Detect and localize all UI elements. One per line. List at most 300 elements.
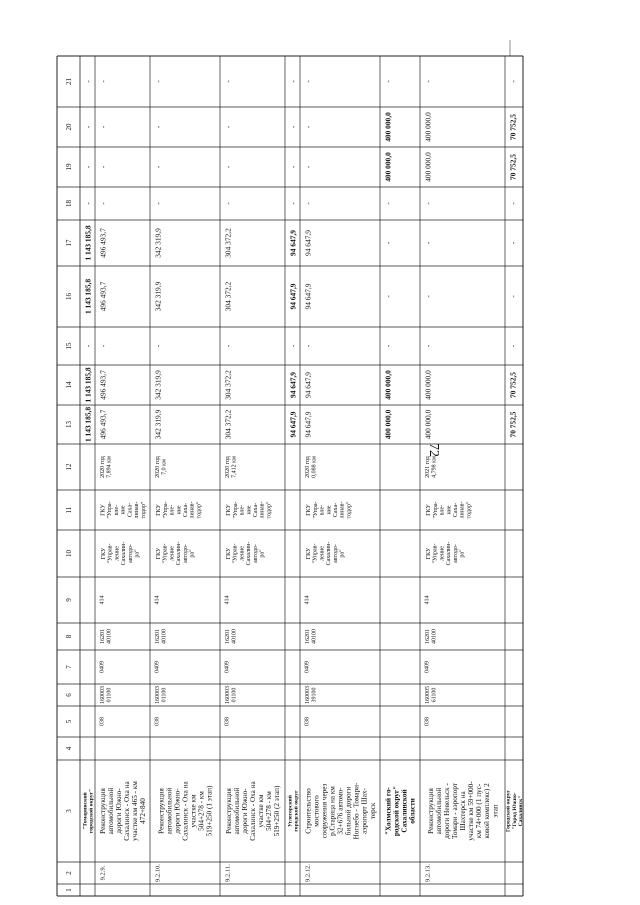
- row-code-col6-line: 160003: [154, 686, 161, 704]
- row-code-col9-line: 414: [224, 595, 231, 605]
- value-col17: [84, 225, 93, 260]
- column-number-19-line: 19: [64, 163, 73, 171]
- value-dash-col20-line: -: [224, 125, 233, 129]
- row-code-col12: [305, 456, 318, 478]
- value-dash-col18: [304, 202, 312, 205]
- value-col13: [384, 409, 393, 439]
- column-number-6: [65, 693, 73, 697]
- row-code-col11-line: ние: [446, 505, 453, 515]
- column-number-6-line: 6: [64, 693, 73, 697]
- row-number: [99, 865, 106, 880]
- column-number-14: [65, 381, 73, 389]
- value-col16: [304, 283, 313, 309]
- row-code-col11-line: ние: [246, 505, 253, 515]
- row-code-col6-line: 39100: [311, 687, 318, 703]
- value-dash-col15: [424, 344, 432, 347]
- value-dash-col15-line: -: [509, 344, 518, 348]
- row-name-line: дороги Южно-: [240, 788, 249, 834]
- value-col13-line: 400 000,0: [383, 409, 393, 440]
- value-dash-col19-line: -: [289, 165, 298, 169]
- value-col17: [289, 230, 298, 256]
- column-number-20: [65, 123, 73, 131]
- value-dash-col20-line: -: [304, 125, 313, 129]
- value-col17: [224, 228, 233, 258]
- row-code-col6-line: 160005: [424, 686, 431, 704]
- value-col20: [509, 114, 518, 140]
- row-code-col10-line: ра": [259, 549, 266, 558]
- column-number-13: [65, 421, 73, 429]
- row-name-line: автомобильной: [106, 787, 115, 835]
- column-number-3: [65, 809, 73, 813]
- row-code-col11-line: "Упра-: [162, 501, 169, 519]
- value-col19-line: 400 000,0: [423, 152, 433, 182]
- column-number-9-line: 9: [64, 598, 73, 602]
- column-number-9: [65, 598, 73, 602]
- row-name-line: городской округ": [88, 788, 95, 834]
- column-number-20-line: 20: [64, 123, 73, 131]
- row-code-col9: [425, 596, 431, 605]
- row-code-col8-line: 16201: [424, 629, 431, 644]
- row-number-line: 9.2.9.: [99, 865, 107, 881]
- row-code-col5: [155, 717, 161, 726]
- row-code-col11-line: тодор": [196, 501, 203, 519]
- row-name-line: области: [408, 798, 417, 824]
- row-code-col11-line: тодор": [140, 501, 147, 519]
- row-code-col11-line: ГКУ: [100, 504, 107, 516]
- column-number-10-line: 10: [64, 550, 73, 557]
- value-col13: [509, 411, 518, 437]
- row-name: [384, 786, 416, 836]
- value-dash-col18-line: -: [424, 202, 433, 205]
- value-dash-col21: [224, 80, 232, 83]
- row-name-line: терск: [368, 802, 377, 820]
- row-name-line: Сахалинск - Оха на: [181, 781, 190, 841]
- column-number-18: [65, 200, 73, 208]
- row-name-line: "Город Южно-: [511, 792, 518, 830]
- value-dash-col18: [154, 202, 162, 205]
- row-code-col10: [306, 542, 346, 566]
- row-code-col10: [101, 542, 141, 566]
- column-number-15-line: 15: [64, 342, 73, 350]
- row-name-line: Сахалинск": [518, 795, 525, 827]
- value-dash-col21: [289, 80, 297, 83]
- row-code-col11-line: тодор": [346, 501, 353, 519]
- value-dash-col18-line: -: [99, 202, 108, 205]
- value-col14: [84, 367, 93, 402]
- row-name-line: 472+840: [139, 798, 148, 824]
- row-code-col11-line: вле-: [319, 504, 326, 516]
- value-dash-col18-line: -: [84, 202, 93, 205]
- row-name-line: км 74+000 (1 пус-: [475, 783, 484, 839]
- row-code-col10-line: ГКУ: [305, 547, 312, 560]
- column-number-5: [65, 719, 73, 723]
- row-code-col10-line: ГКУ: [425, 547, 432, 560]
- row-name: [427, 781, 500, 841]
- value-dash-col15: [304, 344, 312, 347]
- value-col14-line: 1 143 185,8: [83, 367, 93, 403]
- value-dash-col15-line: -: [99, 344, 108, 348]
- row-code-col11: [226, 501, 272, 519]
- value-dash-col17: [424, 241, 432, 244]
- row-name-line: Сахалинской: [400, 789, 409, 833]
- row-code-col10-line: ление: [319, 546, 326, 561]
- row-code-col10-line: Сахалин-: [176, 541, 183, 566]
- value-dash-col18: [289, 202, 297, 205]
- row-code-col9: [100, 596, 106, 605]
- row-name-line: "Холмский го-: [384, 787, 393, 835]
- value-dash-col18-line: -: [304, 202, 313, 205]
- value-dash-col15-line: -: [424, 344, 433, 348]
- value-dash-col21-line: -: [84, 80, 93, 83]
- row-code-col6-line: 160003: [99, 686, 106, 704]
- row-code-col10-line: ра": [189, 549, 196, 558]
- column-number-7-line: 7: [64, 665, 73, 669]
- row-code-col10-line: "Управ-: [107, 543, 114, 564]
- value-dash-col19-line: -: [99, 165, 108, 169]
- row-name-line: родской округ": [392, 785, 401, 837]
- value-dash-col17: [384, 241, 392, 244]
- value-col16-line: 94 647,9: [288, 283, 298, 310]
- value-dash-col21-line: -: [424, 80, 433, 83]
- value-dash-col18-line: -: [289, 202, 298, 205]
- value-col19: [384, 152, 393, 182]
- row-code-col9: [305, 596, 311, 605]
- value-dash-col21: [84, 80, 92, 83]
- value-col13-line: 70 752,5: [508, 411, 518, 438]
- value-dash-col19: [99, 165, 107, 168]
- value-dash-col15: [384, 344, 392, 347]
- row-code-col12-line: 2020 год: [99, 456, 106, 478]
- row-code-col10-line: "Управ-: [312, 543, 319, 564]
- row-number: [424, 864, 431, 882]
- row-code-col12-line: 0,088 км: [311, 456, 318, 478]
- row-name-line: городской округ: [293, 790, 300, 832]
- row-name: [286, 790, 299, 832]
- row-number: [304, 864, 311, 882]
- column-number-12: [65, 463, 73, 471]
- row-code-col10-line: Сахалин-: [121, 541, 128, 566]
- value-dash-col20: [224, 125, 232, 128]
- row-code-col5: [225, 717, 231, 726]
- row-name-line: этап: [491, 804, 500, 818]
- value-dash-col20-line: -: [99, 125, 108, 129]
- value-dash-col16-line: -: [424, 295, 433, 298]
- column-number-14-line: 14: [64, 381, 73, 389]
- row-name-line: Реконструкция: [224, 788, 233, 834]
- row-code-col11-line: тодор": [466, 501, 473, 519]
- value-dash-col15: [509, 344, 517, 347]
- value-col14-line: 400 000,0: [423, 370, 433, 400]
- row-name-line: 32+676 автомо-: [336, 787, 345, 835]
- value-dash-col20: [304, 125, 312, 128]
- value-col13: [99, 409, 108, 439]
- row-name-line: Сахалинск - Оха на: [249, 781, 258, 841]
- column-number-18-line: 18: [64, 200, 73, 207]
- value-dash-col21-line: -: [304, 80, 313, 83]
- row-number-line: 9.2.11.: [224, 864, 232, 882]
- row-code-col11-line: ГКУ: [306, 504, 313, 516]
- row-code-col9-line: 414: [424, 595, 431, 605]
- value-dash-col18: [99, 202, 107, 205]
- value-dash-col20: [154, 125, 162, 128]
- row-code-col10-line: "Управ-: [432, 543, 439, 564]
- value-dash-col16: [509, 295, 517, 298]
- row-code-col11: [306, 501, 352, 519]
- row-code-col11-line: линав-: [189, 501, 196, 519]
- value-col13-line: 400 000,0: [423, 409, 433, 440]
- row-code-col10-line: автодо-: [252, 544, 259, 563]
- column-number-8-line: 8: [64, 634, 73, 639]
- row-code-col5-line: 038: [304, 717, 311, 726]
- value-dash-col21-line: -: [224, 80, 233, 83]
- column-number-17-line: 17: [64, 239, 73, 247]
- value-col17-line: 304 372,2: [223, 228, 233, 258]
- row-code-col11-line: "Упра-: [432, 501, 439, 519]
- row-code-col6: [425, 686, 438, 704]
- page-number: 72: [426, 443, 441, 457]
- column-number-19: [65, 163, 73, 171]
- column-number-4: [65, 746, 73, 750]
- row-code-col7-line: 0409: [224, 661, 231, 673]
- row-code-col9-line: 414: [304, 595, 311, 605]
- row-code-col7-line: 0409: [154, 661, 161, 673]
- value-dash-col17-line: -: [424, 241, 433, 245]
- value-dash-col15-line: -: [384, 344, 393, 348]
- row-code-col7: [225, 661, 231, 673]
- row-name-line: Городской округ: [505, 790, 512, 832]
- value-dash-col21: [154, 80, 162, 83]
- value-col13: [289, 411, 298, 437]
- value-dash-col15: [224, 344, 232, 347]
- row-code-col9-line: 414: [99, 595, 106, 605]
- value-dash-col20-line: -: [289, 125, 298, 129]
- value-col14: [224, 370, 233, 400]
- row-number-line: 9.2.12.: [304, 864, 312, 882]
- value-dash-col21-line: -: [384, 80, 393, 83]
- row-name-line: 519+250 (2 этап): [273, 785, 282, 837]
- value-col17-line: 94 647,9: [288, 230, 298, 256]
- row-name: [81, 789, 94, 833]
- value-col17: [99, 228, 108, 258]
- row-code-col11: [100, 501, 146, 519]
- value-dash-col18: [509, 202, 517, 205]
- table-cells: [65, 78, 524, 892]
- value-col13: [84, 407, 93, 442]
- value-dash-col18: [224, 202, 232, 205]
- row-name-line: дороги Невельск -: [442, 783, 451, 839]
- value-dash-col18-line: -: [224, 202, 233, 205]
- value-col20: [384, 112, 393, 142]
- value-col14-line: 94 647,9: [303, 372, 313, 398]
- row-code-col6-line: 160003: [224, 686, 231, 704]
- value-dash-col18-line: -: [384, 202, 393, 205]
- row-code-col11-line: ние: [326, 505, 333, 515]
- row-code-col10: [226, 542, 266, 566]
- value-dash-col21: [99, 80, 107, 83]
- row-name-line: Ногнебо - Томари-: [352, 782, 361, 840]
- row-name-line: бильной дороги: [344, 786, 353, 836]
- value-dash-col19: [304, 165, 312, 168]
- row-name-line: "Томаринский: [82, 792, 89, 830]
- value-dash-col19-line: -: [304, 165, 313, 169]
- value-dash-col21-line: -: [289, 80, 298, 83]
- value-col17-line: 496 493,7: [98, 228, 108, 258]
- row-code-col10-line: ГКУ: [100, 547, 107, 560]
- row-name-line: аэропорт Шах-: [360, 788, 369, 834]
- row-code-col11-line: тодор": [266, 501, 273, 519]
- row-code-col6: [100, 686, 113, 704]
- value-col16-line: 342 319,9: [153, 281, 163, 312]
- row-code-col5-line: 038: [99, 717, 106, 726]
- row-code-col10-line: ление: [114, 546, 121, 561]
- row-code-col11-line: линав-: [339, 501, 346, 519]
- value-col13: [224, 409, 233, 439]
- row-code-col11-line: линав-: [459, 501, 466, 519]
- row-code-col11-line: Саха-: [127, 502, 134, 518]
- row-code-col8-line: 40100: [311, 629, 318, 644]
- value-dash-col17-line: -: [509, 241, 518, 245]
- row-code-col11-line: "Упра-: [107, 501, 114, 519]
- row-name-line: 504+278 - км: [197, 791, 206, 831]
- value-dash-col20: [84, 125, 92, 128]
- row-code-col6-line: 01100: [161, 687, 168, 703]
- row-code-col12-line: 7,412 км: [231, 456, 238, 478]
- value-dash-col18: [84, 202, 92, 205]
- row-code-col7-line: 0409: [304, 661, 311, 673]
- row-code-col9-line: 414: [154, 595, 161, 605]
- value-dash-col15: [289, 344, 297, 347]
- column-number-10: [65, 550, 73, 558]
- row-code-col11-line: "Упра-: [232, 501, 239, 519]
- row-code-col8-line: 16201: [304, 629, 311, 644]
- column-number-21-line: 21: [64, 78, 73, 85]
- row-code-col7: [305, 661, 311, 673]
- row-code-col6-line: 61100: [431, 687, 438, 703]
- value-col16: [289, 283, 298, 309]
- row-name: [157, 780, 213, 840]
- value-dash-col21: [424, 80, 432, 83]
- value-col17-line: 342 319,9: [153, 228, 163, 258]
- row-code-col11-line: ние: [176, 505, 183, 515]
- column-number-7: [65, 665, 73, 669]
- row-code-col8-line: 16201: [99, 629, 106, 644]
- row-code-col10-line: ление: [439, 546, 446, 561]
- value-col14: [509, 372, 518, 398]
- row-code-col12: [225, 456, 238, 478]
- value-col14: [99, 370, 108, 400]
- row-code-col6-line: 160003: [304, 686, 311, 704]
- row-code-col10: [156, 542, 196, 566]
- row-code-col6: [225, 686, 238, 704]
- row-name-line: ковой комплекс) 2: [483, 783, 492, 839]
- row-code-col10-line: Сахалин-: [246, 541, 253, 566]
- row-code-col11-line: "Упра-: [312, 501, 319, 519]
- value-col14: [154, 370, 163, 400]
- value-dash-col15-line: -: [289, 344, 298, 348]
- row-name: [99, 780, 147, 840]
- row-code-col11-line: линав-: [134, 501, 141, 519]
- row-code-col10-line: автодо-: [127, 544, 134, 563]
- row-name-line: Углегорский: [287, 795, 294, 827]
- value-col14-line: 304 372,2: [223, 370, 233, 400]
- row-code-col12-line: 2020 год: [304, 456, 311, 478]
- column-number-8: [65, 634, 73, 638]
- column-number-1-line: 1: [64, 888, 73, 892]
- value-col20-line: 70 752,5: [508, 114, 518, 140]
- row-code-col8-line: 16201: [224, 629, 231, 644]
- value-col16: [224, 281, 233, 311]
- value-dash-col15-line: -: [84, 344, 93, 348]
- value-dash-col19: [154, 165, 162, 168]
- value-dash-col19-line: -: [84, 165, 93, 169]
- value-col17-line: 1 143 185,8: [83, 225, 93, 261]
- row-name-line: автомобильной: [434, 787, 443, 835]
- column-number-2: [65, 871, 73, 875]
- row-name-line: 519+250 (1 этап): [205, 785, 214, 837]
- row-code-col5: [100, 717, 106, 726]
- value-col20-line: 400 000,0: [383, 112, 393, 142]
- row-number: [224, 864, 231, 882]
- value-col16-line: 1 143 185,8: [83, 278, 93, 315]
- value-dash-col18: [424, 202, 432, 205]
- value-dash-col21-line: -: [509, 80, 518, 83]
- row-code-col8-line: 40100: [231, 629, 238, 644]
- row-code-col10-line: ГКУ: [155, 547, 162, 560]
- row-code-col12-line: 2021 год: [424, 456, 431, 478]
- value-dash-col18-line: -: [509, 202, 518, 205]
- value-dash-col20-line: -: [84, 125, 93, 129]
- row-code-col11-line: ГКУ: [226, 504, 233, 516]
- row-code-col8: [100, 629, 113, 644]
- row-code-col8-line: 40100: [431, 629, 438, 644]
- value-col14-line: 496 493,7: [98, 370, 108, 400]
- value-col13-line: 94 647,9: [303, 411, 313, 438]
- row-code-col8: [225, 629, 238, 644]
- row-name: [304, 782, 377, 839]
- value-col14-line: 70 752,5: [508, 372, 518, 398]
- value-dash-col20-line: -: [154, 125, 163, 129]
- value-col13: [154, 409, 163, 439]
- row-code-col10-line: ление: [169, 546, 176, 561]
- row-code-col11-line: ГКУ: [426, 504, 433, 516]
- row-code-col8-line: 40100: [161, 629, 168, 644]
- value-dash-col16-line: -: [509, 295, 518, 298]
- value-dash-col20: [99, 125, 107, 128]
- row-name-line: автомобильной: [232, 787, 241, 835]
- row-code-col11-line: Саха-: [333, 502, 340, 518]
- value-col16: [99, 281, 108, 311]
- value-col16: [84, 279, 93, 314]
- value-col13-line: 342 319,9: [153, 409, 163, 440]
- row-code-col12-line: 7,894 км: [106, 456, 113, 478]
- value-col13-line: 1 143 185,8: [83, 406, 93, 443]
- row-code-col8-line: 16201: [154, 629, 161, 644]
- value-col13-line: 94 647,9: [288, 411, 298, 438]
- row-number-line: 9.2.10.: [154, 864, 162, 882]
- row-name-line: 504+278 - км: [265, 791, 274, 831]
- row-name-line: Шахтерск на: [459, 791, 468, 831]
- value-dash-col18: [384, 202, 392, 205]
- column-number-15: [65, 342, 73, 350]
- value-dash-col15: [154, 344, 162, 347]
- value-dash-col17: [509, 241, 517, 244]
- value-dash-col15-line: -: [154, 344, 163, 348]
- row-name-line: участке км 59+000-: [467, 781, 476, 841]
- row-code-col11-line: ние: [120, 505, 127, 515]
- row-code-col9: [225, 596, 231, 605]
- row-code-col11-line: вле-: [439, 504, 446, 516]
- value-col19-line: 400 000,0: [383, 152, 393, 182]
